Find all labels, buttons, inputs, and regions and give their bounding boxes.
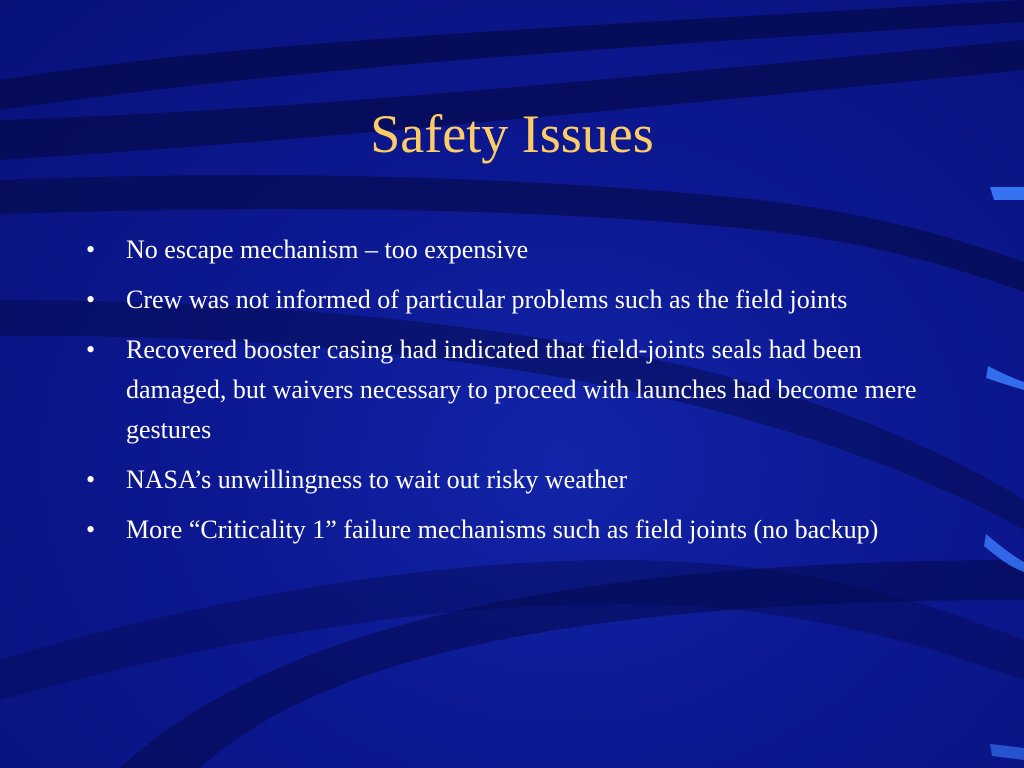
bullet-item xyxy=(84,230,944,270)
bullet-list xyxy=(84,230,944,560)
bullet-item xyxy=(84,510,944,550)
bullet-icon: • xyxy=(86,465,96,494)
bullet-text: More “Criticality 1” failure mechanisms such as field joints (no backup) xyxy=(126,515,879,544)
bullet-text: Crew was not informed of particular problems such as the field joints xyxy=(126,285,848,314)
bullet-icon: • xyxy=(86,335,96,364)
bullet-icon: • xyxy=(86,235,96,264)
bullet-icon: • xyxy=(86,285,96,314)
bullet-item xyxy=(84,330,944,450)
bullet-item xyxy=(84,460,944,500)
bullet-text: NASA’s unwillingness to wait out risky weather xyxy=(126,465,628,494)
bullet-icon: • xyxy=(86,515,96,544)
bullet-item xyxy=(84,280,944,320)
bullet-text: No escape mechanism – too expensive xyxy=(126,235,529,264)
bullet-text: Recovered booster casing had indicated that field-joints seals had been damaged, but waivers necessary to proceed with launches had become mere gestures xyxy=(126,335,917,444)
slide-title: Safety Issues xyxy=(370,104,654,164)
